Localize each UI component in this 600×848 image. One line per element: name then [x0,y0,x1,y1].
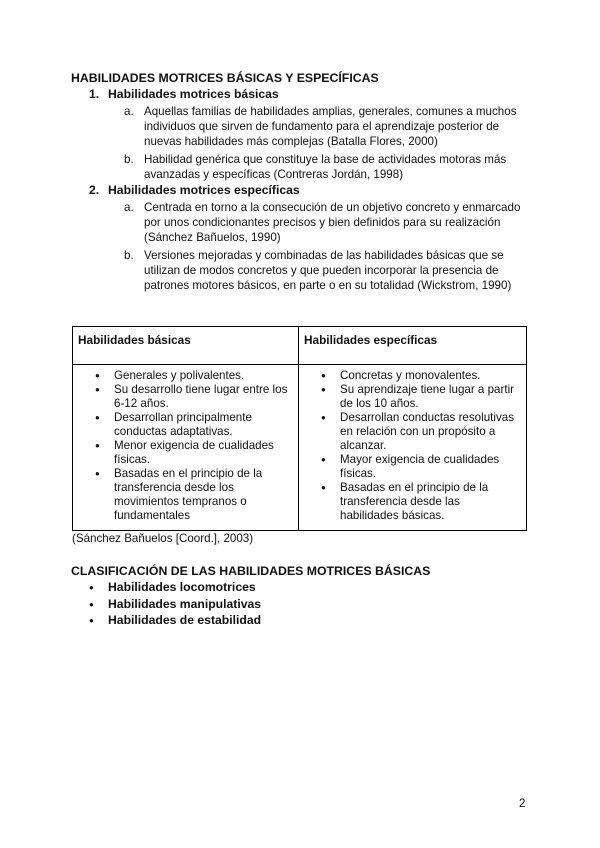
list-item: ● Mayor exigencia de cualidades físicas. [307,453,518,481]
classification-title: CLASIFICACIÓN DE LAS HABILIDADES MOTRICES BÁSICAS [71,564,431,578]
page-number: 2 [519,797,526,810]
list-item: ● Basadas en el principio de la transferencia desde las habilidades básicas. [307,481,518,523]
column-header-specific: Habilidades específicas [299,327,527,365]
item-letter: a. [124,105,134,118]
list-item: ● Su desarrollo tiene lugar entre los 6-12 años. [81,383,290,411]
specific-features-cell [299,365,527,531]
table-citation: (Sánchez Bañuelos [Coord.], 2003) [72,532,254,545]
table-row [73,365,527,531]
section-heading-text: Habilidades motrices específicas [108,183,300,197]
list-item: ● Habilidades manipulativas [89,596,261,613]
table-header-row [73,327,527,365]
page-title: HABILIDADES MOTRICES BÁSICAS Y ESPECÍFICAS [71,71,379,85]
definition-item [124,104,524,149]
section-number: 1. [89,87,100,101]
definition-item [124,200,524,245]
list-item: ● Generales y polivalentes. [81,369,290,383]
section-number: 2. [89,183,100,197]
item-letter: b. [124,249,134,262]
item-text: Centrada en torno a la consecución de un objetivo concreto y enmarcado por unos condicionantes precisos y bien definidos para su realización (Sánchez Bañuelos, 1990) [144,201,521,244]
list-item: ● Habilidades locomotrices [89,579,261,596]
item-text: Aquellas familias de habilidades amplias, generales, comunes a muchos individuos que sirven de fundamento para el aprendizaje posterior de nuevas habilidades más complejas (Batalla Flores, 2000) [144,105,517,148]
item-letter: a. [124,201,134,214]
specific-features-list [307,369,518,523]
classification-list [89,579,261,629]
item-letter: b. [124,153,134,166]
basic-features-cell [73,365,299,531]
section-heading-basic [89,87,279,101]
definition-item [124,152,524,182]
column-header-basic: Habilidades básicas [73,327,299,365]
comparison-table [72,326,527,531]
list-item: ● Concretas y monovalentes. [307,369,518,383]
item-text: Versiones mejoradas y combinadas de las habilidades básicas que se utilizan de modos concretos y que pueden incorporar la presencia de patrones motores básicos, en parte o en su totalidad (Wickstrom, 1990) [144,249,512,292]
list-item: ● Basadas en el principio de la transferencia desde los movimientos tempranos o fundamentales [81,467,290,523]
list-item: ● Su aprendizaje tiene lugar a partir de los 10 años. [307,383,518,411]
section-heading-specific [89,183,300,197]
list-item: ● Desarrollan principalmente conductas adaptativas. [81,411,290,439]
list-item: ● Menor exigencia de cualidades físicas. [81,439,290,467]
list-item: ● Desarrollan conductas resolutivas en relación con un propósito a alcanzar. [307,411,518,453]
basic-features-list [81,369,290,523]
list-item: ● Habilidades de estabilidad [89,612,261,629]
section-heading-text: Habilidades motrices básicas [108,87,279,101]
item-text: Habilidad genérica que constituye la base de actividades motoras más avanzadas y específicas (Contreras Jordán, 1998) [144,153,507,181]
definition-item [124,248,524,293]
